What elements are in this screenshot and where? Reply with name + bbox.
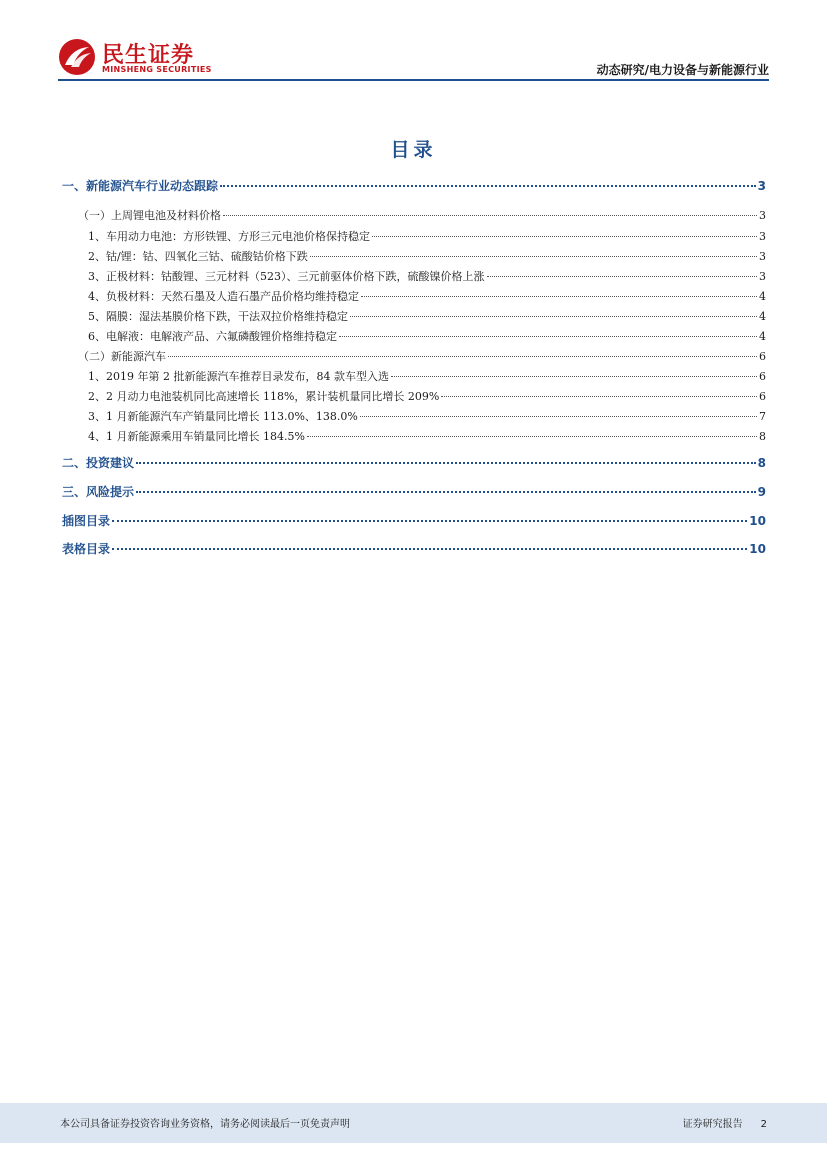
toc-leader-dots <box>441 396 757 397</box>
toc-entry-page: 9 <box>757 485 766 499</box>
toc-entry-page: 6 <box>759 370 766 383</box>
toc-entry-page: 10 <box>749 514 766 528</box>
toc-leader-dots <box>372 236 757 237</box>
toc-entry-title: （一）上周锂电池及材料价格 <box>78 209 221 222</box>
toc-entry-title: 3、1 月新能源汽车产销量同比增长 113.0%、138.0% <box>88 410 358 423</box>
toc-entry-page: 4 <box>759 310 766 323</box>
toc-entry-page: 3 <box>759 230 766 243</box>
footer-report-type: 证券研究报告 <box>682 1119 743 1130</box>
toc-entry-title: 2、钴/锂：钴、四氧化三钴、硫酸钴价格下跌 <box>88 250 308 263</box>
toc-entry[interactable] <box>62 308 766 324</box>
toc-leader-dots <box>223 215 757 216</box>
toc-leader-dots <box>136 491 756 493</box>
toc-entry-title: 4、1 月新能源乘用车销量同比增长 184.5% <box>88 430 305 443</box>
toc-entry[interactable] <box>62 248 766 264</box>
toc-entry[interactable] <box>62 388 766 404</box>
toc-leader-dots <box>361 296 757 297</box>
toc-entry-page: 3 <box>757 179 766 193</box>
toc-entry-page: 3 <box>759 209 766 222</box>
toc-entry-page: 3 <box>759 270 766 283</box>
logo-chinese-name: 民生证券 <box>102 43 195 68</box>
toc-leader-dots <box>360 416 757 417</box>
toc-leader-dots <box>220 185 756 187</box>
minsheng-logo <box>58 38 218 78</box>
toc-leader-dots <box>112 520 747 522</box>
toc-entry-title: 6、电解液：电解液产品、六氟磷酸锂价格维持稳定 <box>88 330 337 343</box>
toc-entry-title: 4、负极材料：天然石墨及人造石墨产品价格均维持稳定 <box>88 290 359 303</box>
toc-entry[interactable] <box>62 454 766 471</box>
toc-entry-page: 8 <box>759 430 766 443</box>
logo-english-name: MINSHENG SECURITIES <box>102 65 212 74</box>
toc-entry-page: 6 <box>759 350 766 363</box>
toc-entry[interactable] <box>62 368 766 384</box>
toc-entry-title: 1、2019 年第 2 批新能源汽车推荐目录发布，84 款车型入选 <box>88 370 389 383</box>
toc-entry[interactable] <box>62 328 766 344</box>
toc-entry-page: 4 <box>759 330 766 343</box>
footer-disclaimer: 本公司具备证券投资咨询业务资格，请务必阅读最后一页免责声明 <box>60 1119 350 1130</box>
toc-entry[interactable] <box>62 177 766 194</box>
toc-leader-dots <box>112 548 747 550</box>
toc-entry-page: 8 <box>757 456 766 470</box>
toc-entry[interactable] <box>62 512 766 529</box>
toc-entry-page: 6 <box>759 390 766 403</box>
toc-leader-dots <box>350 316 757 317</box>
toc-entry[interactable] <box>62 483 766 500</box>
toc-leader-dots <box>487 276 758 277</box>
footer-right <box>683 1115 767 1130</box>
toc-entry-page: 4 <box>759 290 766 303</box>
toc-entry-title: （二）新能源汽车 <box>78 350 166 363</box>
footer-page-number: 2 <box>760 1119 767 1130</box>
toc-entry-title: 2、2 月动力电池装机同比高速增长 118%，累计装机量同比增长 209% <box>88 390 440 403</box>
page-footer <box>0 1103 827 1143</box>
toc-entry[interactable] <box>62 228 766 244</box>
toc-entry-title: 表格目录 <box>62 542 111 556</box>
toc-leader-dots <box>168 356 757 357</box>
toc-entry[interactable] <box>62 207 766 223</box>
toc-entry[interactable] <box>62 268 766 284</box>
toc-entry[interactable] <box>62 428 766 444</box>
toc-entry-title: 5、隔膜：湿法基膜价格下跌，干法双拉价格维持稳定 <box>88 310 348 323</box>
toc-entry-page: 3 <box>759 250 766 263</box>
toc-leader-dots <box>307 436 757 437</box>
header-divider <box>58 79 769 81</box>
toc-entry[interactable] <box>62 408 766 424</box>
page-header <box>0 0 827 82</box>
toc-entry-title: 三、风险提示 <box>62 485 135 499</box>
toc-leader-dots <box>339 336 757 337</box>
toc-entry-title: 一、新能源汽车行业动态跟踪 <box>62 179 219 193</box>
toc-entry-title: 3、正极材料：钴酸锂、三元材料（523）、三元前驱体价格下跌，硫酸镍价格上涨 <box>88 270 485 283</box>
toc-entry[interactable] <box>62 288 766 304</box>
toc-entry-page: 7 <box>759 410 766 423</box>
minsheng-logo-icon <box>58 38 96 76</box>
toc-entry-title: 1、车用动力电池：方形铁锂、方形三元电池价格保持稳定 <box>88 230 370 243</box>
toc-leader-dots <box>136 462 756 464</box>
toc-entry-title: 插图目录 <box>62 514 111 528</box>
toc-leader-dots <box>391 376 757 377</box>
toc-entry[interactable] <box>62 348 766 364</box>
toc-entry[interactable] <box>62 540 766 557</box>
toc-title: 目录 <box>390 139 437 161</box>
toc-entry-page: 10 <box>749 542 766 556</box>
toc-entry-title: 二、投资建议 <box>62 456 135 470</box>
toc-leader-dots <box>310 256 757 257</box>
report-category: 动态研究/电力设备与新能源行业 <box>596 63 769 77</box>
